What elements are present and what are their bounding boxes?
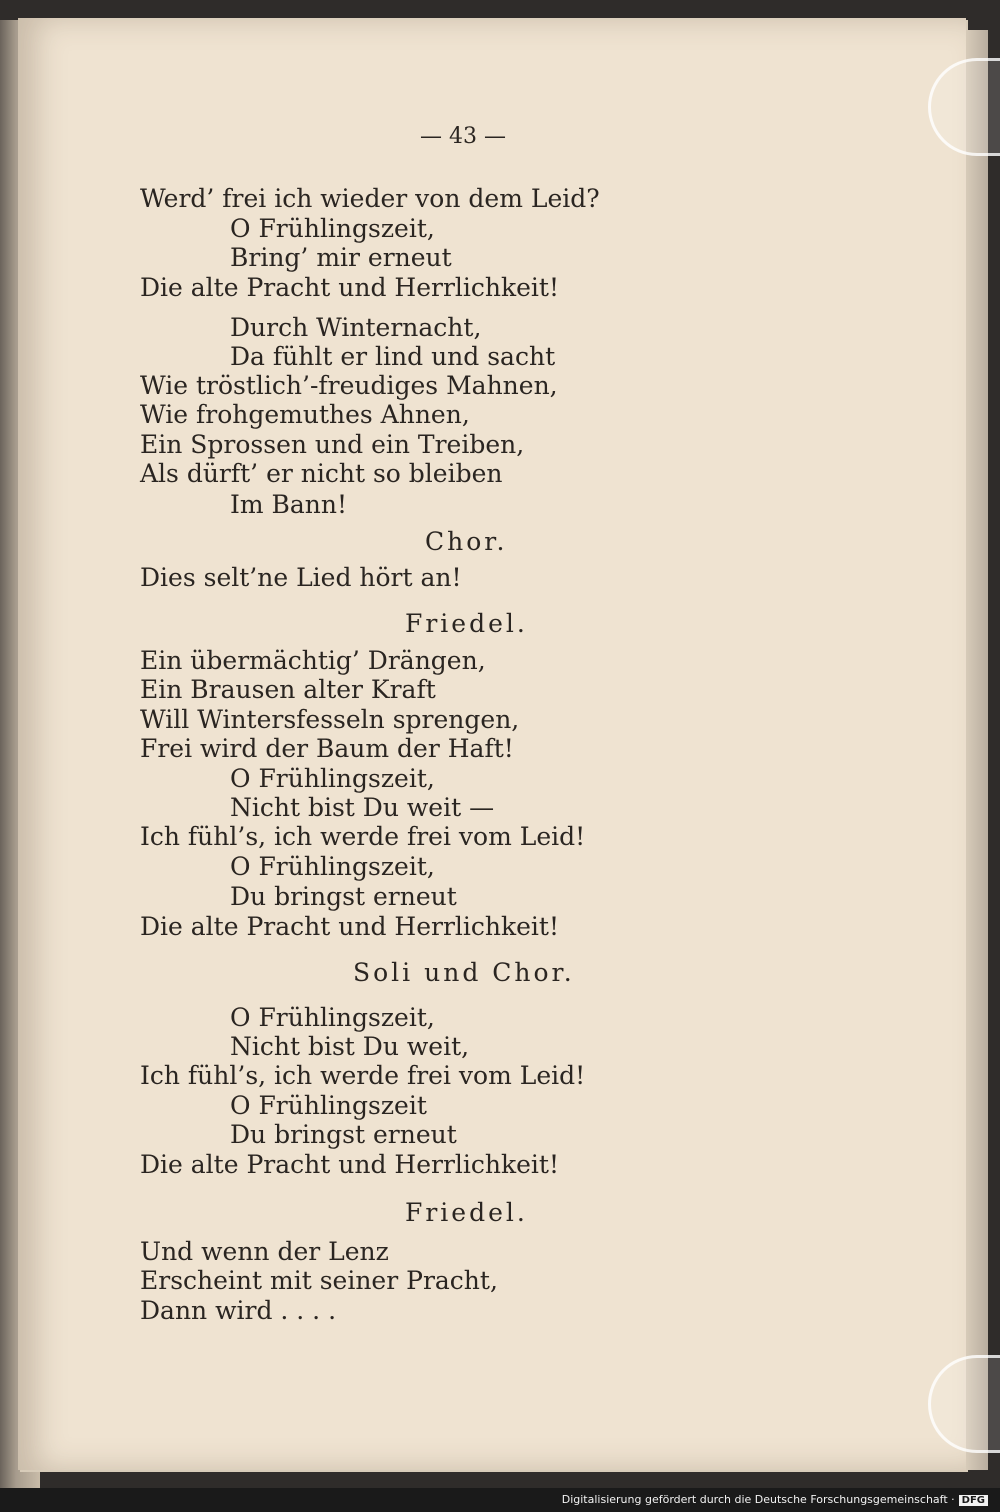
poem-line: Ein Sprossen und ein Treiben, [140, 430, 525, 459]
poem-line: Erscheint mit seiner Pracht, [140, 1266, 498, 1295]
footer-credit [562, 1493, 988, 1506]
poem-line: O Frühlingszeit, [230, 764, 435, 793]
poem-line: Werd’ frei ich wieder von dem Leid? [140, 184, 600, 213]
speaker-heading: Friedel. [405, 609, 528, 638]
page-edge-strip [966, 30, 988, 1470]
poem-line: O Frühlingszeit, [230, 1003, 435, 1032]
poem-line: Ein Brausen alter Kraft [140, 675, 436, 704]
poem-line: Wie frohgemuthes Ahnen, [140, 400, 470, 429]
poem-line: Dann wird . . . . [140, 1296, 337, 1325]
poem-line: Da fühlt er lind und sacht [230, 342, 556, 371]
speaker-heading: Chor. [425, 527, 508, 556]
dfg-logo: DFG [959, 1495, 988, 1506]
poem-line: Die alte Pracht und Herrlichkeit! [140, 273, 560, 302]
poem-line: Nicht bist Du weit — [230, 793, 495, 822]
speaker-heading: Friedel. [405, 1198, 528, 1227]
poem-line: Nicht bist Du weit, [230, 1032, 470, 1061]
poem-line: Als dürft’ er nicht so bleiben [140, 459, 503, 488]
speaker-heading: Soli und Chor. [353, 958, 575, 987]
poem-line: Will Wintersfesseln sprengen, [140, 705, 520, 734]
poem-line: O Frühlingszeit, [230, 214, 435, 243]
poem-line: O Frühlingszeit, [230, 852, 435, 881]
poem-line: Die alte Pracht und Herrlichkeit! [140, 912, 560, 941]
poem-line: O Frühlingszeit [230, 1091, 427, 1120]
poem-line: Und wenn der Lenz [140, 1237, 389, 1266]
poem-line: Im Bann! [230, 490, 348, 519]
footer-credit-text: Digitalisierung gefördert durch die Deutsche Forschungsgemeinschaft · [561, 1493, 955, 1506]
poem-line: Ein übermächtig’ Drängen, [140, 646, 486, 675]
poem-line: Du bringst erneut [230, 1120, 457, 1149]
poem-line: Du bringst erneut [230, 882, 457, 911]
poem-line: Wie tröstlich’-freudiges Mahnen, [140, 371, 558, 400]
page-number: — 43 — [420, 124, 506, 149]
poem-line: Ich fühl’s, ich werde frei vom Leid! [140, 1061, 586, 1090]
footer-bar [0, 1488, 1000, 1512]
poem-line: Bring’ mir erneut [230, 243, 452, 272]
poem-line: Ich fühl’s, ich werde frei vom Leid! [140, 822, 586, 851]
poem-line: Frei wird der Baum der Haft! [140, 734, 514, 763]
poem-line: Dies selt’ne Lied hört an! [140, 563, 462, 592]
poem-line: Die alte Pracht und Herrlichkeit! [140, 1150, 560, 1179]
poem-line: Durch Winternacht, [230, 313, 482, 342]
